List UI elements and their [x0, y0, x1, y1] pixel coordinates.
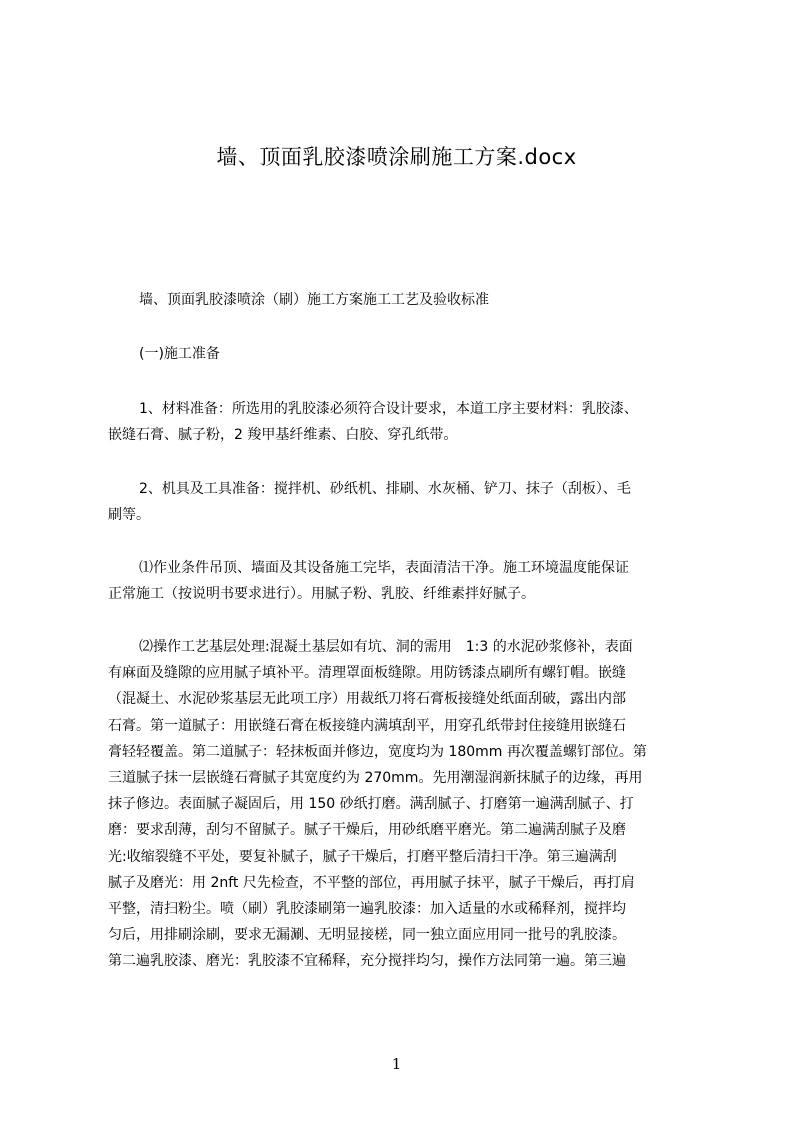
- document-title: 墙、顶面乳胶漆喷涂刷施工方案.docx: [216, 145, 577, 169]
- paragraph-line: 抹子修边。表面腻子凝固后，用 150 砂纸打磨。满刮腻子、打磨第一遍满刮腻子、打: [108, 796, 634, 813]
- paragraph-line: 匀后，用排刷涂刷，要求无漏涮、无明显接槎，同一独立面应用同一批号的乳胶漆。: [108, 927, 626, 944]
- paragraph-line: 腻子及磨光：用 2nft 尺先检查，不平整的部位，再用腻子抹平，腻子干燥后，再打肩: [108, 874, 635, 891]
- paragraph-line: 光:收缩裂缝不平处，要复补腻子，腻子干燥后，打磨平整后清扫干净。第三遍满刮: [108, 848, 617, 865]
- paragraph-line: 平整，清扫粉尘。喷（刷）乳胶漆刷第一遍乳胶漆：加入适量的水或稀释剂，搅拌均: [108, 900, 626, 917]
- paragraph-line: (一)施工准备: [139, 346, 220, 362]
- page-number: 1: [391, 1055, 402, 1073]
- paragraph-line: 三道腻子抹一层嵌缝石膏腻子其宽度约为 270mm。先用潮湿润新抹腻子的边缘，再用: [108, 769, 643, 786]
- paragraph-line: 1、材料准备：所选用的乳胶漆必须符合设计要求，本道工序主要材料：乳胶漆、: [139, 401, 638, 417]
- paragraph-heading: [108, 287, 739, 313]
- paragraph-line: ⑴作业条件吊顶、墙面及其设备施工完毕，表面清洁干净。施工环境温度能保证: [139, 560, 629, 576]
- paragraph-line: 墙、顶面乳胶漆喷涂（刷）施工方案施工工艺及验收标准: [139, 292, 489, 308]
- paragraph-line: 嵌缝石膏、腻子粉，2 羧甲基纤维素、白胶、穿孔纸带。: [108, 427, 458, 443]
- paragraph-materials: [108, 396, 708, 448]
- paragraph-tools: [108, 476, 708, 528]
- paragraph-line: 2、机具及工具准备：搅拌机、砂纸机、排刷、水灰桶、铲刀、抹子（刮板）、毛: [139, 481, 631, 497]
- paragraph-line: 膏轻轻覆盖。第二道腻子：轻抹板面并修边，宽度均为 180mm 再次覆盖螺钉部位。第: [108, 743, 647, 760]
- paragraph-line: ⑵操作工艺基层处理:混凝土基层如有坑、洞的需用 1:3 的水泥砂浆修补，表面: [139, 639, 633, 655]
- paragraph-section-heading: [108, 341, 739, 367]
- paragraph-line: 有麻面及缝隙的应用腻子填补平。清理罩面板缝隙。用防锈漆点刷所有螺钉帽。嵌缝: [108, 665, 626, 682]
- paragraph-line: 刷等。: [108, 507, 150, 523]
- paragraph-work-conditions: [108, 555, 708, 607]
- paragraph-line: 第二遍乳胶漆、磨光：乳胶漆不宜稀释，充分搅拌均匀，操作方法同第一遍。第三遍: [108, 953, 626, 970]
- paragraph-line: 正常施工（按说明书要求进行）。用腻子粉、乳胶、纤维素拌好腻子。: [108, 586, 535, 602]
- paragraph-line: 石膏。第一道腻子：用嵌缝石膏在板接缝内满填刮平，用穿孔纸带封住接缝用嵌缝石: [108, 717, 626, 734]
- paragraph-line: （混凝土、水泥砂浆基层无此项工序）用裁纸刀将石膏板接缝处纸面刮破，露出内部: [108, 691, 626, 708]
- paragraph-process: [108, 634, 708, 974]
- paragraph-line: 磨：要求刮薄，刮匀不留腻子。腻子干燥后，用砂纸磨平磨光。第二遍满刮腻子及磨: [108, 822, 626, 839]
